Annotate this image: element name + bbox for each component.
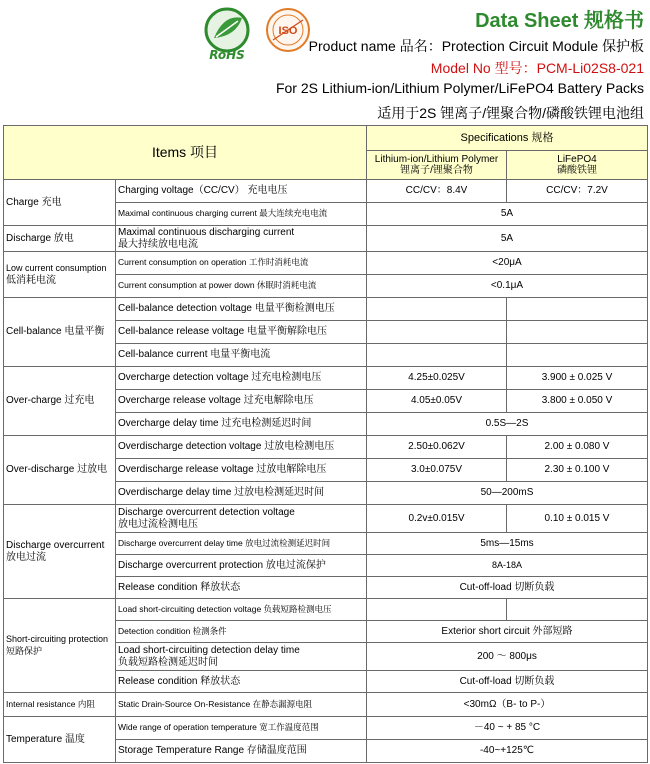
doc-delay-value: 5ms—15ms — [367, 533, 648, 555]
group-temperature: Temperature 温度 — [4, 717, 116, 763]
charging-voltage-liion: CC/CV：8.4V — [367, 180, 507, 203]
oc-delay-value: 0.5S—2S — [367, 413, 648, 436]
storage-temp-value: -40~+125℃ — [367, 740, 648, 763]
doc-detection-lifepo4: 0.10 ± 0.015 V — [507, 505, 648, 533]
row-oc-release: Overcharge release voltage 过充电解除电压 — [116, 390, 367, 413]
cb-current-lifepo4 — [507, 344, 648, 367]
row-od-detection: Overdischarge detection voltage 过放电检测电压 — [116, 436, 367, 459]
group-over-charge: Over-charge 过充电 — [4, 367, 116, 436]
od-delay-value: 50—200mS — [367, 482, 648, 505]
low-current-en: Low current consumption — [6, 263, 107, 273]
row-oc-delay: Overcharge delay time 过充电检测延迟时间 — [116, 413, 367, 436]
oc-detection-lifepo4: 3.900 ± 0.025 V — [507, 367, 648, 390]
group-discharge: Discharge 放电 — [4, 226, 116, 252]
row-doc-release: Release condition 释放状态 — [116, 577, 367, 599]
oc-release-lifepo4: 3.800 ± 0.050 V — [507, 390, 648, 413]
row-sc-release: Release condition 释放状态 — [116, 671, 367, 693]
doc-detection-liion: 0.2v±0.015V — [367, 505, 507, 533]
row-doc-delay: Discharge overcurrent delay time 放电过流检测延迟时间 — [116, 533, 367, 555]
col-lifepo4-en: LiFePO4 — [557, 153, 597, 165]
max-charge-current-value: 5A — [367, 203, 648, 226]
max-discharge-current-cn: 最大持续放电电流 — [118, 238, 198, 250]
short-circuit-en: Short-circuiting protection — [6, 634, 109, 644]
docur-cn: 放电过流 — [6, 551, 46, 563]
od-detection-liion: 2.50±0.062V — [367, 436, 507, 459]
sc-delay-en: Load short-circuiting detection delay time — [118, 645, 300, 656]
row-oc-detection: Overcharge detection voltage 过充电检测电压 — [116, 367, 367, 390]
group-charge: Charge 充电 — [4, 180, 116, 226]
row-od-release: Overdischarge release voltage 过放电解除电压 — [116, 459, 367, 482]
max-discharge-current-en: Maximal continuous discharging current — [118, 227, 295, 238]
iso-logo-icon — [265, 6, 311, 56]
row-max-charge-current: Maximal continuous charging current 最大连续充电电流 — [116, 203, 367, 226]
row-storage-temp: Storage Temperature Range 存储温度范围 — [116, 740, 367, 763]
col-lifepo4-cn: 磷酸铁锂 — [557, 165, 597, 176]
oc-release-liion: 4.05±0.05V — [367, 390, 507, 413]
col-lifepo4-header — [507, 151, 648, 180]
product-name: Product name 品名：Protection Circuit Module 保护板 — [308, 38, 644, 54]
row-cb-detection: Cell-balance detection voltage 电量平衡检测电压 — [116, 298, 367, 321]
od-release-liion: 3.0±0.075V — [367, 459, 507, 482]
operating-temp-value: －40 ~ + 85 °C — [367, 717, 648, 740]
group-discharge-overcurrent — [4, 505, 116, 599]
application-cn: 适用于2S 锂离子/锂聚合物/磷酸铁锂电池组 — [377, 105, 644, 121]
group-low-current — [4, 252, 116, 298]
sc-condition-value: Exterior short circuit 外部短路 — [367, 621, 648, 643]
low-current-cn: 低消耗电流 — [6, 274, 56, 286]
operation-current-value: <20μA — [367, 252, 648, 275]
oc-detection-liion: 4.25±0.025V — [367, 367, 507, 390]
application-en: For 2S Lithium-ion/Lithium Polymer/LiFePO4 Battery Packs — [275, 80, 644, 96]
items-header: Items 项目 — [4, 126, 367, 180]
docur-en: Discharge overcurrent — [6, 540, 105, 551]
short-circuit-cn: 短路保护 — [6, 645, 43, 656]
row-operation-current: Current consumption on operation 工作时消耗电流 — [116, 252, 367, 275]
row-cb-current: Cell-balance current 电量平衡电流 — [116, 344, 367, 367]
spec-header: Specifications 规格 — [367, 126, 648, 151]
datasheet-title: Data Sheet 规格书 — [475, 10, 644, 32]
sc-detection-liion — [367, 599, 507, 621]
group-short-circuit — [4, 599, 116, 693]
cb-detection-lifepo4 — [507, 298, 648, 321]
cb-detection-liion — [367, 298, 507, 321]
doc-detection-en: Discharge overcurrent detection voltage — [118, 507, 295, 518]
col-liion-header — [367, 151, 507, 180]
doc-release-value: Cut-off-load 切断负载 — [367, 577, 648, 599]
doc-detection-cn: 放电过流检测电压 — [118, 518, 198, 530]
cb-current-liion — [367, 344, 507, 367]
cb-release-liion — [367, 321, 507, 344]
od-detection-lifepo4: 2.00 ± 0.080 V — [507, 436, 648, 459]
row-sc-delay — [116, 643, 367, 671]
od-release-lifepo4: 2.30 ± 0.100 V — [507, 459, 648, 482]
col-liion-cn: 锂离子/锂聚合物 — [400, 165, 473, 176]
row-doc-detection — [116, 505, 367, 533]
sc-detection-lifepo4 — [507, 599, 648, 621]
row-max-discharge-current — [116, 226, 367, 252]
cb-release-lifepo4 — [507, 321, 648, 344]
row-doc-protection: Discharge overcurrent protection 放电过流保护 — [116, 555, 367, 577]
col-liion-en: Lithium-ion/Lithium Polymer — [374, 153, 499, 165]
row-od-delay: Overdischarge delay time 过放电检测延迟时间 — [116, 482, 367, 505]
charging-voltage-lifepo4: CC/CV：7.2V — [507, 180, 648, 203]
row-on-resistance: Static Drain-Source On-Resistance 在静态漏源电阻 — [116, 693, 367, 717]
row-operating-temp: Wide range of operation temperature 宽工作温度范围 — [116, 717, 367, 740]
max-discharge-current-value: 5A — [367, 226, 648, 252]
row-sc-detection: Load short-circuiting detection voltage 负载短路检测电压 — [116, 599, 367, 621]
on-resistance-value: <30mΩ（B- to P-） — [367, 693, 648, 717]
sc-delay-value: 200 ～ 800μs — [367, 643, 648, 671]
model-number: Model No 型号：PCM-Li02S8-021 — [430, 60, 644, 76]
powerdown-current-value: <0.1μA — [367, 275, 648, 298]
group-over-discharge: Over-discharge 过放电 — [4, 436, 116, 505]
doc-protection-value: 8A-18A — [367, 555, 648, 577]
sc-delay-cn: 负载短路检测延迟时间 — [118, 656, 218, 668]
group-internal-resistance: Internal resistance 内阻 — [4, 693, 116, 717]
group-cell-balance: Cell-balance 电量平衡 — [4, 298, 116, 367]
spec-table — [3, 125, 648, 763]
iso-logo-text: ISO — [278, 25, 298, 37]
rohs-logo-text: RoHS — [209, 48, 245, 62]
sc-release-value: Cut-off-load 切断负载 — [367, 671, 648, 693]
row-sc-condition: Detection condition 检测条件 — [116, 621, 367, 643]
row-charging-voltage: Charging voltage（CC/CV） 充电电压 — [116, 180, 367, 203]
rohs-logo-icon — [198, 6, 256, 62]
row-powerdown-current: Current consumption at power down 休眠时消耗电流 — [116, 275, 367, 298]
row-cb-release: Cell-balance release voltage 电量平衡解除电压 — [116, 321, 367, 344]
